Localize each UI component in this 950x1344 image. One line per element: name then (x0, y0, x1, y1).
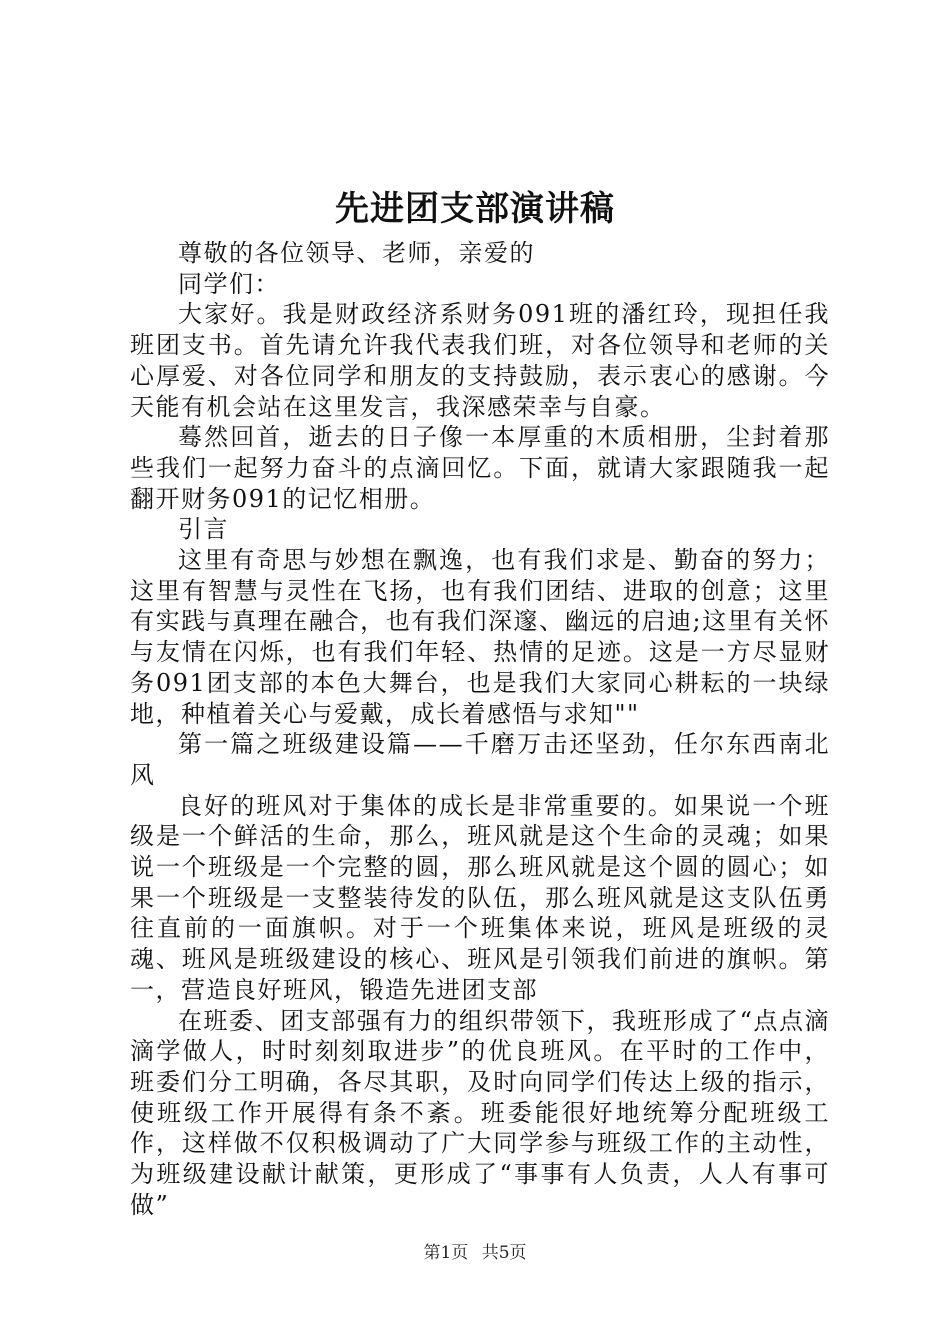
page-total: 共5页 (481, 1243, 527, 1263)
page-number: 第1页 (423, 1243, 469, 1263)
paragraph-salutation: 尊敬的各位领导、老师，亲爱的 (178, 239, 535, 267)
page-footer (0, 1242, 950, 1264)
paragraph-memory: 蓦然回首，逝去的日子像一本厚重的木质相册，尘封着那些我们一起努力奋斗的点滴回忆。下面，就请大家跟随我一起翻开财务091的记忆相册。 (130, 423, 830, 513)
page-title: 先进团支部演讲稿 (335, 189, 615, 229)
paragraph-preface: 这里有奇思与妙想在飘逸，也有我们求是、勤奋的努力；这里有智慧与灵性在飞扬，也有我们团结、进取的创意；这里有实践与真理在融合，也有我们深邃、幽远的启迪;这里有关怀与友情在闪烁，也有我们年轻、热情的足迹。这是一方尽显财务091团支部的本色大舞台，也是我们大家同心耕耘的一块绿地，种植着关心与爱戴，成长着感悟与求知"" (130, 546, 830, 728)
paragraph-class-spirit: 良好的班风对于集体的成长是非常重要的。如果说一个班级是一个鲜活的生命，那么，班风就是这个生命的灵魂；如果说一个班级是一个完整的圆，那么班风就是这个圆的圆心；如果一个班级是一支整装待发的队伍，那么班风就是这支队伍勇往直前的一面旗帜。对于一个班集体来说，班风是班级的灵魂、班风是班级建设的核心、班风是引领我们前进的旗帜。第一，营造良好班风，锻造先进团支部 (130, 791, 830, 1004)
section-heading-chapter-one: 第一篇之班级建设篇——千磨万击还坚劲，任尔东西南北风 (130, 730, 830, 789)
section-heading-preface: 引言 (178, 515, 229, 544)
document-body (130, 238, 830, 1221)
paragraph-salutation-cont: 同学们： (178, 269, 280, 298)
paragraph-intro: 大家好。我是财政经济系财务091班的潘红玲，现担任我班团支书。首先请允许我代表我们班，对各位领导和老师的关心厚爱、对各位同学和朋友的支持鼓励，表示衷心的感谢。今天能有机会站在这里发言，我深感荣幸与自豪。 (130, 300, 830, 421)
paragraph-class-committee: 在班委、团支部强有力的组织带领下，我班形成了“点点滴滴学做人，时时刻刻取进步”的优良班风。在平时的工作中，班委们分工明确，各尽其职，及时向同学们传达上级的指示，使班级工作开展得有条不紊。班委能很好地统筹分配班级工作，这样做不仅积极调动了广大同学参与班级工作的主动性，为班级建设献计献策，更形成了“事事有人负责，人人有事可做” (130, 1006, 830, 1219)
